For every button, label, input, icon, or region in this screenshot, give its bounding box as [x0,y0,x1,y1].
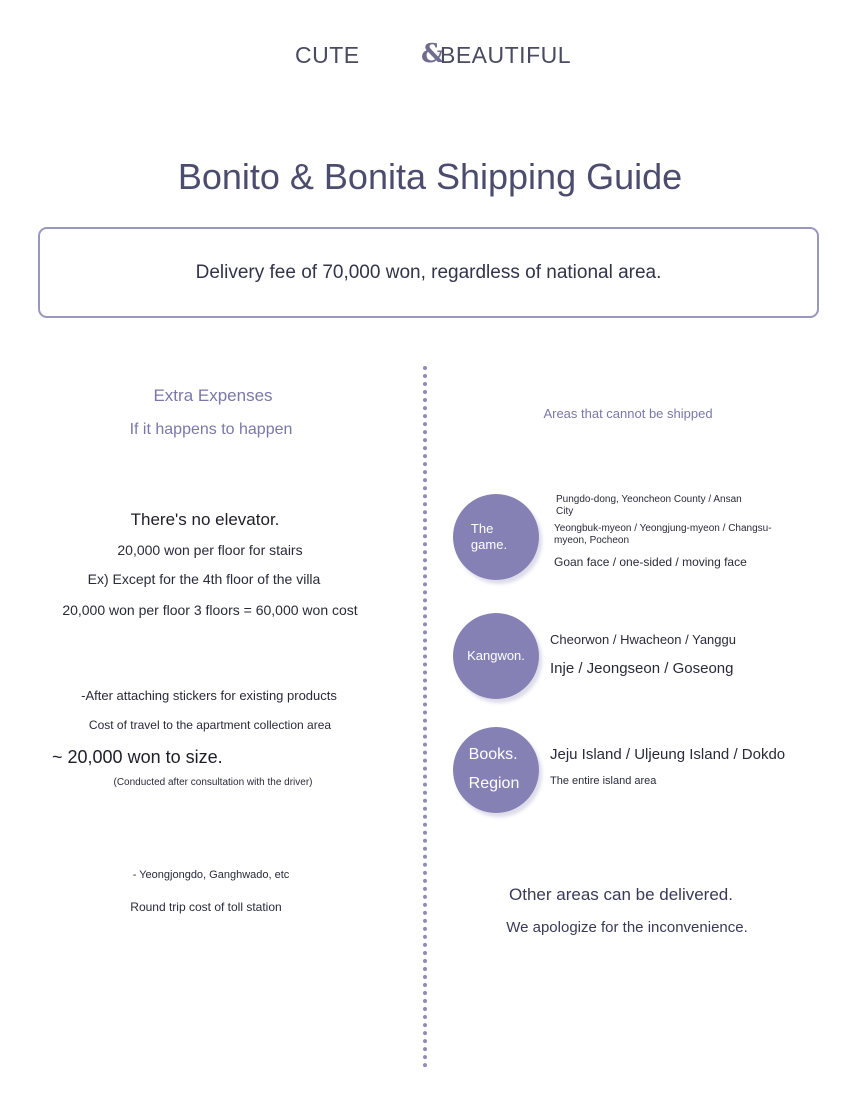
region-circle-islands-label-2: Region [468,775,520,792]
driver-consultation-note: (Conducted after consultation with the driver) [113,777,313,788]
other-areas-text: Other areas can be delivered. [509,885,733,904]
no-shipping-areas-heading: Areas that cannot be shipped [543,406,713,421]
brand-right: BEAUTIFUL [440,42,572,68]
page-title: Bonito & Bonita Shipping Guide [177,156,683,197]
region-gyeonggi-line-1: Pungdo-dong, Yeoncheon County / Ansan City [556,494,742,517]
extra-expenses-subheading: If it happens to happen [129,421,293,438]
extra-expenses-heading: Extra Expenses [153,386,273,405]
region-circle-gyeonggi [453,494,539,580]
size-fee-text: ~ 20,000 won to size. [52,747,223,767]
region-circle-islands-label-1: Books. [468,746,518,764]
region-circle-gangwon-label: Kangwon. [467,648,525,664]
villa-exception-text: Ex) Except for the 4th floor of the villa [87,571,321,587]
region-circle-gyeonggi-label-1: The [470,521,494,537]
region-gyeonggi-line-3: Goan face / one-sided / moving face [554,555,747,569]
sticker-note-text: -After attaching stickers for existing products [81,688,337,703]
region-islands-line-1: Jeju Island / Uljeung Island / Dokdo [550,746,786,763]
region-circle-islands [453,727,539,813]
apartment-travel-cost-text: Cost of travel to the apartment collection area [88,718,332,732]
apology-text: We apologize for the inconvenience. [506,919,748,936]
stairs-fee-text: 20,000 won per floor for stairs [117,542,303,558]
region-circle-gyeonggi-label-2: game. [470,537,508,552]
brand-ampersand: & [421,39,445,69]
toll-areas-text: - Yeongjongdo, Ganghwado, etc [132,869,290,881]
region-circle-gangwon [453,613,539,699]
region-gangwon-line-2: Inje / Jeongseon / Goseong [550,660,734,677]
delivery-fee-box [38,227,819,318]
delivery-fee-text: Delivery fee of 70,000 won, regardless of national area. [195,261,662,283]
brand-left: CUTE [295,42,360,68]
column-divider [423,366,427,1068]
region-islands-line-2: The entire island area [550,775,657,787]
region-gyeonggi-line-2: Yeongbuk-myeon / Yeongjung-myeon / Changsu-myeon, Pocheon [554,523,772,546]
no-elevator-title: There's no elevator. [130,510,280,529]
toll-cost-text: Round trip cost of toll station [130,900,282,914]
floor-cost-example-text: 20,000 won per floor 3 floors = 60,000 won cost [62,602,358,618]
region-gangwon-line-1: Cheorwon / Hwacheon / Yanggu [550,632,736,647]
